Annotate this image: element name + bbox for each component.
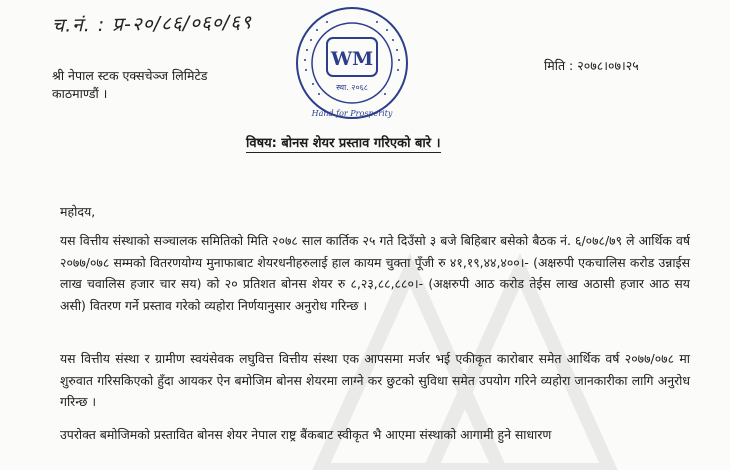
body-paragraph-1: यस वित्तीय संस्थाको सञ्चालक समितिको मिति २०७८ साल कार्तिक २५ गते दिउँसो ३ बजे बिहिबार बसेको बैठक नं. ६/०७८/७९ ले आर्थिक वर्ष २०७७/०७८ सम्मको वितरणयोग्य मुनाफाबाट शेयरधनीहरुलाई हाल कायम चुक्ता पूँजी रु ४१,१९,४४,४००।- (अक्षरुपी एकचालिस करोड उन्नाईस लाख चवालिस हजार चार सय) को २० प्रतिशत बोनस शेयर रु ८,२३,८८,८८०।- (अक्षरुपी आठ करोड तेईस लाख अठासी हजार आठ सय असी) वितरण गर्ने प्रस्ताव गरेको व्यहोरा निर्णयानुसार अनुरोध गरिन्छ । xyxy=(60,233,690,313)
recipient-address xyxy=(52,67,207,103)
letter-date: मिति : २०७८।०७।२५ xyxy=(544,58,639,73)
reference-number: च.नं. : प्र-२०/८६/०६०/६९ xyxy=(51,11,253,37)
subject-line: विषय: बोनस शेयर प्रस्ताव गरिएको बारे । xyxy=(246,133,441,153)
seal-motto: Hand for Prosperity xyxy=(311,109,393,118)
recipient-city: काठमाण्डौं । xyxy=(52,86,108,101)
organization-seal xyxy=(293,4,411,122)
body-paragraph-3: उपरोक्त बमोजिमको प्रस्तावित बोनस शेयर नेपाल राष्ट्र बैंकबाट स्वीकृत भै आएमा संस्थाको आगामी हुने साधारण xyxy=(60,427,552,442)
body-paragraph-2: यस वित्तीय संस्था र ग्रामीण स्वयंसेवक लघुवित्त वित्तीय संस्था एक आपसमा मर्जर भई एकीकृत कारोबार समेत आर्थिक वर्ष २०७७/०७८ मा शुरुवात गरिसकिएको हुँदा आयकर ऐन बमोजिम बोनस शेयरमा लाग्ने कर छुटको सुविधा समेत उपयोग गरिने व्यहोरा जानकारीका लागि अनुरोध गरिन्छ । xyxy=(60,351,690,409)
seal-logo-letters: WM xyxy=(330,48,374,70)
recipient-name: श्री नेपाल स्टक एक्सचेञ्ज लिमिटेड xyxy=(52,68,208,83)
seal-established: स्था. २०६८ xyxy=(336,83,368,92)
salutation: महोदय, xyxy=(60,204,96,219)
